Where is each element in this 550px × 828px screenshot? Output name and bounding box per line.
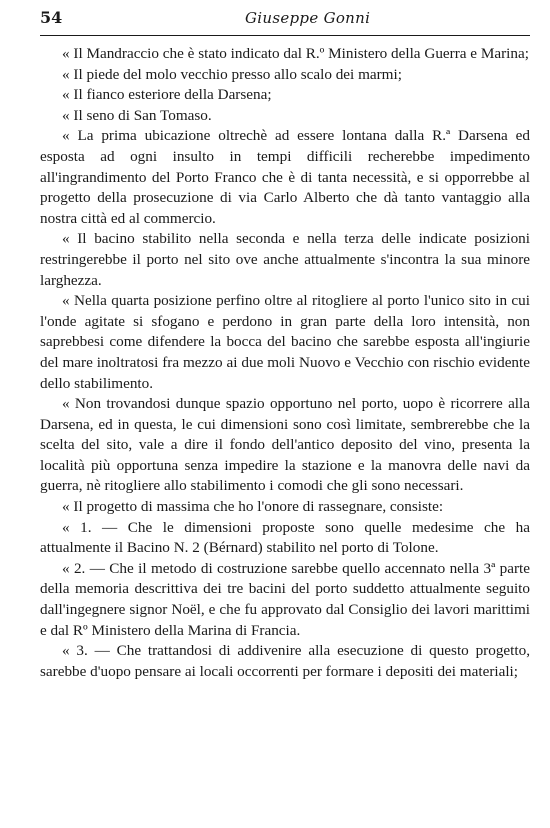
paragraph: « Il piede del molo vecchio presso allo scalo dei marmi; [62, 65, 402, 83]
paragraph: « Il progetto di massima che ho l'onore di rassegnare, consiste: [62, 498, 444, 516]
paragraph: « Il bacino stabilito nella seconda e nella terza delle indicate posizioni restringerebbe il porto nel sito ove anche attualmente s'incontra la sua minore larghezza. [40, 230, 530, 289]
page-header [40, 8, 530, 32]
paragraph: « Il Mandraccio che è stato indicato dal R.º Ministero della Guerra e Marina; [62, 45, 529, 62]
paragraph: « Non trovandosi dunque spazio opportuno nel porto, uopo è ricorrere alla Darsena, ed in questa, le cui dimensioni sono così limitate, sembrerebbe che la scelta del sito, vale a dire il fondo dell'antico deposito del vino, presenta la località più opportuna senza impedire la stazione e la manovra delle navi da guerra, nè ritogliere allo stabilimento i comodi che gli sono necessari. [40, 395, 530, 495]
body-text [40, 44, 530, 682]
paragraph: « Il fianco esteriore della Darsena; [62, 86, 272, 104]
paragraph: « 1. — Che le dimensioni proposte sono quelle medesime che ha attualmente il Bacino N. 2 (Bérnard) stabilito nel porto di Tolone. [40, 518, 530, 557]
header-rule [40, 35, 530, 36]
page-number: 54 [40, 8, 63, 27]
paragraph: « Il seno di San Tomaso. [62, 106, 212, 124]
paragraph: « 3. — Che trattandosi di addivenire alla esecuzione di questo progetto, sarebbe d'uopo pensare ai locali occorrenti per formare i depositi dei materiali; [40, 642, 530, 680]
running-head: Giuseppe Gonni [245, 9, 371, 27]
paragraph: « Nella quarta posizione perfino oltre al ritogliere al porto l'unico sito in cui l'onde agitate si sfogano e perdono in gran parte della loro intensità, non saprebbesi come difendere la bocca del bacino che sarebbe esposta all'ingiurie del mare inoltratosi fra mezzo ai due moli Nuovo e Vecchio con rischio evidente dello stabilimento. [40, 292, 530, 392]
paragraph: « 2. — Che il metodo di costruzione sarebbe quello accennato nella 3ª parte della memoria descrittiva dei tre bacini del porto suddetto attualmente seguito dall'ingegnere signor Noël, e che fu approvato dal Consiglio dei lavori marittimi e dal Rº Ministero della Marina di Francia. [40, 559, 530, 639]
paragraph: « La prima ubicazione oltrechè ad essere lontana dalla R.ª Darsena ed esposta ad ogni insulto in tempi difficili recherebbe impedimento all'ingrandimento del Porto Franco che è di tanta necessità, e si opporrebbe al progetto della prosecuzione di via Carlo Alberto che dà tanto vantaggio alla nostra città ed al commercio. [40, 127, 530, 227]
